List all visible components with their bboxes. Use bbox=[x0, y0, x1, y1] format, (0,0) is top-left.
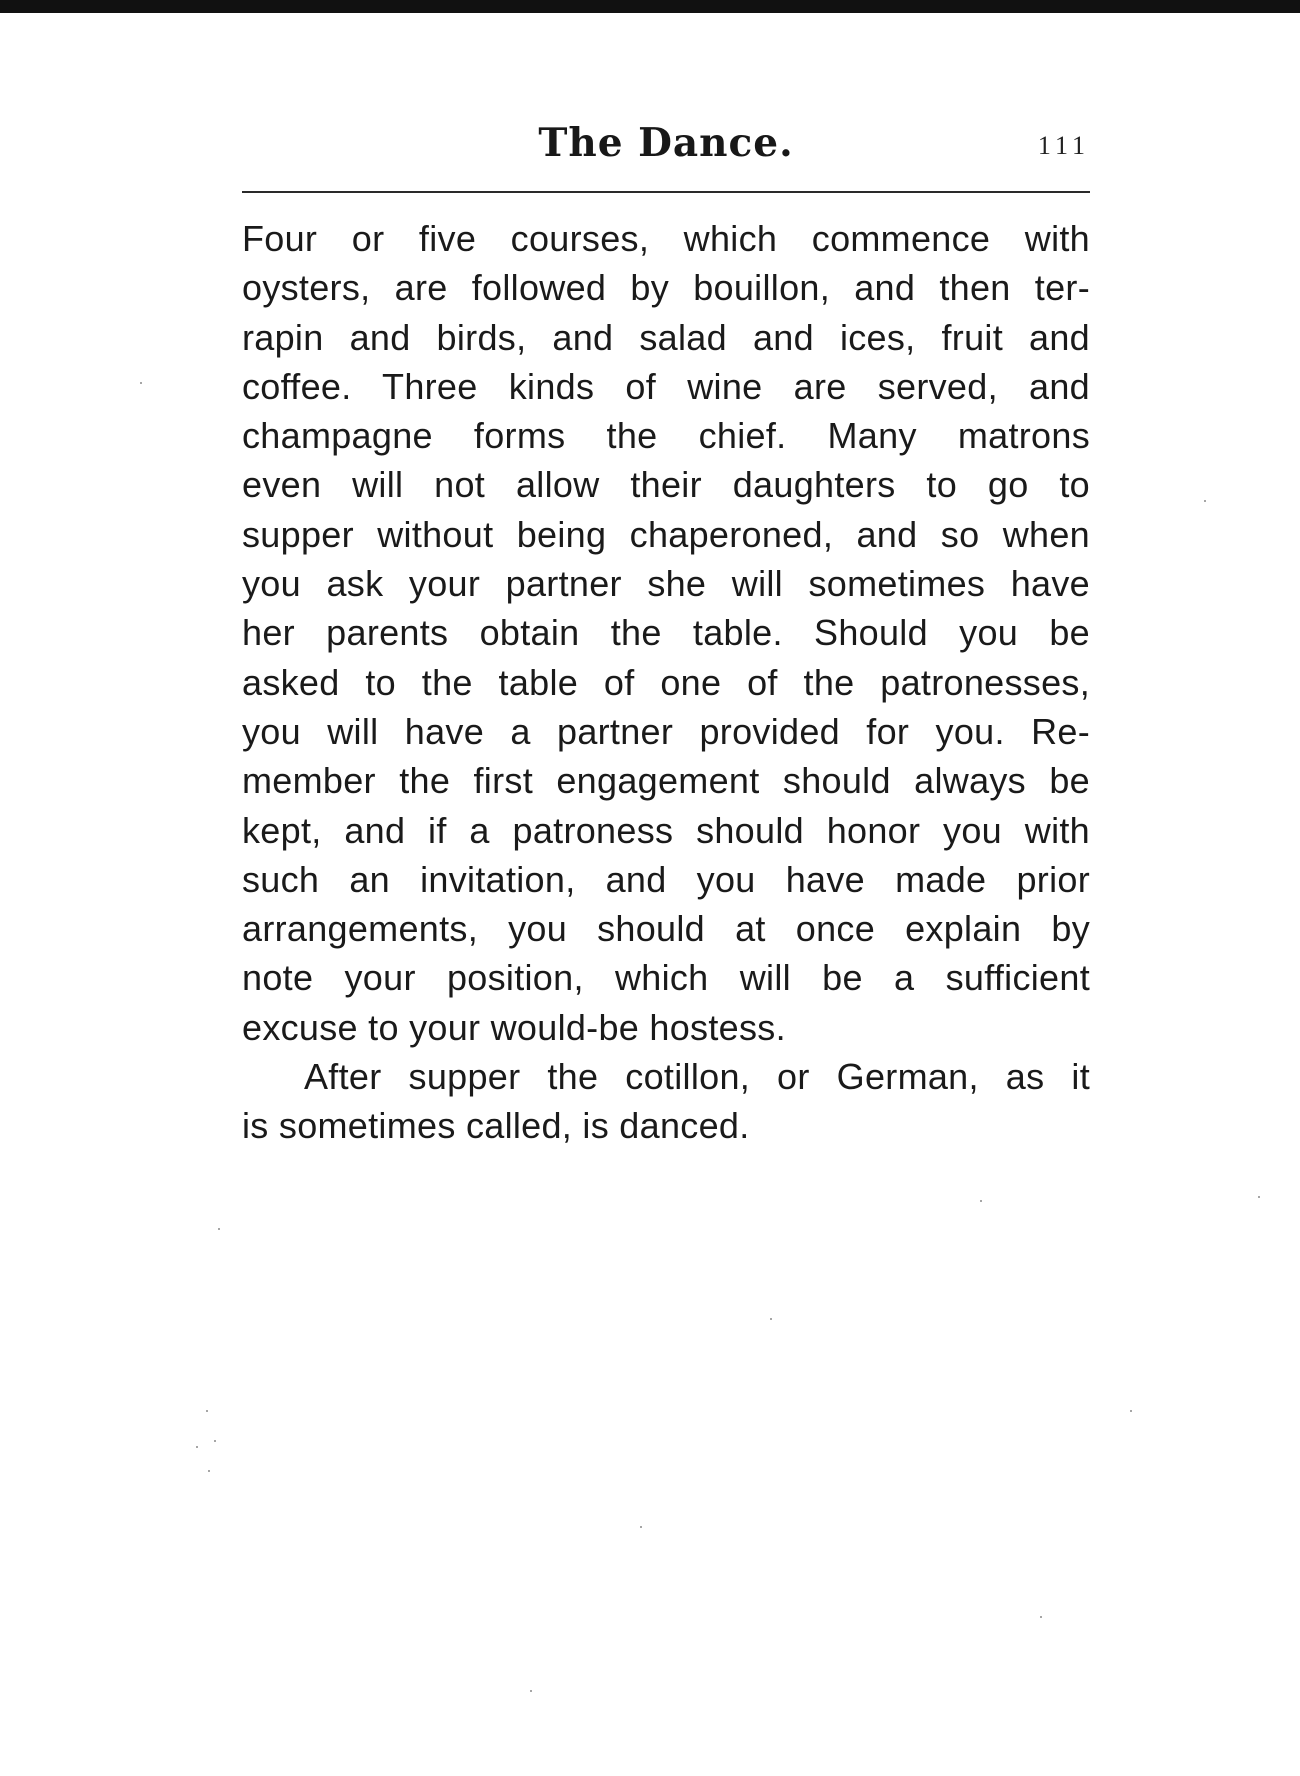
speck bbox=[140, 382, 142, 384]
paragraph-2 bbox=[242, 1052, 1090, 1151]
speck bbox=[770, 1318, 772, 1320]
speck bbox=[1040, 1616, 1042, 1618]
text-line: oysters, are followed by bouillon, and then ter- bbox=[242, 267, 1090, 309]
speck bbox=[980, 1200, 982, 1202]
text-line: asked to the table of one of the patronesses, bbox=[242, 661, 1090, 703]
text-line: such an invitation, and you have made prior bbox=[242, 858, 1090, 900]
text-line: note your position, which will be a sufficient bbox=[242, 957, 1090, 999]
page-top-edge bbox=[0, 0, 1300, 13]
text-line: After supper the cotillon, or German, as it bbox=[304, 1056, 1090, 1098]
speck bbox=[640, 1526, 642, 1528]
text-line: coffee. Three kinds of wine are served, and bbox=[242, 365, 1090, 407]
speck bbox=[530, 1690, 532, 1692]
running-head bbox=[242, 118, 1090, 178]
text-line: you ask your partner she will sometimes have bbox=[242, 563, 1090, 605]
text-line: her parents obtain the table. Should you be bbox=[242, 612, 1090, 654]
header-rule bbox=[242, 191, 1090, 193]
text-line: kept, and if a patroness should honor you with bbox=[242, 809, 1090, 851]
paragraph-1 bbox=[242, 214, 1090, 1052]
text-line: is sometimes called, is danced. bbox=[242, 1105, 750, 1147]
text-line: excuse to your would-be hostess. bbox=[242, 1006, 786, 1048]
text-line: you will have a partner provided for you. Re- bbox=[242, 710, 1090, 752]
speck bbox=[1204, 500, 1206, 502]
speck bbox=[206, 1410, 208, 1412]
running-title: The Dance. bbox=[538, 120, 794, 166]
text-line: rapin and birds, and salad and ices, fruit and bbox=[242, 316, 1090, 358]
speck bbox=[208, 1470, 210, 1472]
text-line: Four or five courses, which commence with bbox=[242, 218, 1090, 259]
page-number: 111 bbox=[1037, 131, 1090, 160]
text-line: even will not allow their daughters to go to bbox=[242, 464, 1090, 506]
speck bbox=[196, 1446, 198, 1448]
speck bbox=[218, 1228, 220, 1230]
speck bbox=[1130, 1410, 1132, 1412]
text-line: champagne forms the chief. Many matrons bbox=[242, 415, 1090, 457]
speck bbox=[1258, 1196, 1260, 1198]
speck bbox=[214, 1440, 216, 1442]
text-line: member the first engagement should always be bbox=[242, 760, 1090, 802]
text-line: arrangements, you should at once explain by bbox=[242, 908, 1090, 950]
text-line: supper without being chaperoned, and so when bbox=[242, 513, 1090, 555]
body-text bbox=[242, 214, 1090, 1151]
